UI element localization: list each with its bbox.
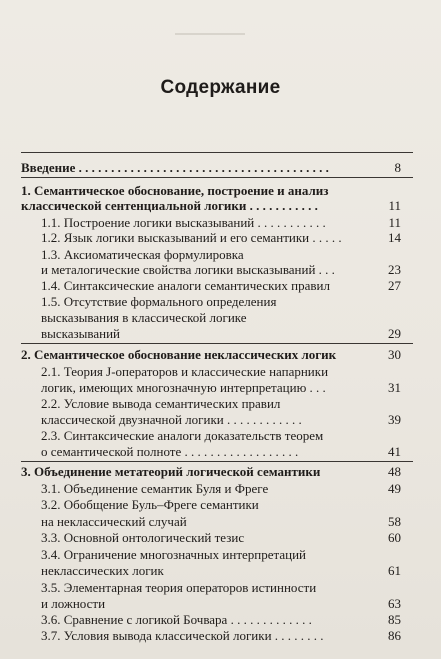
toc-entry-label: 1.1. Построение логики высказываний . . . . . . . . . . . — [41, 215, 326, 230]
section-divider — [21, 343, 413, 344]
toc-entry-label: классической сентенциальной логики . . . . . . . . . . . — [21, 198, 318, 213]
toc-entry-label: 2.2. Условие вывода семантических правил — [41, 396, 281, 411]
toc-entry-label: 3. Объединение метатеорий логической семантики — [21, 464, 321, 479]
toc-entry-page: 49 — [388, 481, 401, 496]
toc-entry-page: 8 — [394, 160, 401, 175]
toc-entry-label: высказываний — [41, 326, 121, 341]
toc-entry-label: 3.4. Ограничение многозначных интерпретаций — [41, 547, 306, 562]
toc-entry-page: 86 — [388, 628, 401, 643]
toc-entry-page: 23 — [388, 262, 401, 277]
toc-entry-label: 2.1. Теория J-операторов и классические напарники — [41, 364, 329, 379]
toc-entry-label: и металогические свойства логики высказываний . . . — [41, 262, 335, 277]
toc-entry-page: 41 — [388, 444, 401, 459]
toc-entry-label: о семантической полноте . . . . . . . . . . . . . . . . . . — [41, 444, 299, 459]
toc-entry-page: 60 — [388, 530, 401, 545]
toc-entry-page: 14 — [388, 230, 401, 245]
toc-entry-label: 3.2. Обобщение Буль–Фреге семантики — [41, 497, 259, 512]
page-title: Содержание — [160, 77, 281, 98]
toc-entry-page: 11 — [388, 215, 401, 230]
toc-entry-label: и ложности — [41, 596, 106, 611]
toc-entry-label: 3.6. Сравнение с логикой Бочвара . . . . . . . . . . . . . — [41, 612, 312, 627]
toc-entry-page: 11 — [388, 198, 401, 213]
section-divider — [21, 461, 413, 462]
toc-entry-label: 3.5. Элементарная теория операторов истинности — [41, 580, 317, 595]
toc-entry-label: 2.3. Синтаксические аналоги доказательств теорем — [41, 428, 324, 443]
toc-entry-page: 31 — [388, 380, 401, 395]
toc-entry-label: Введение . . . . . . . . . . . . . . . . . . . . . . . . . . . . . . . . . . . . . . . — [21, 160, 329, 175]
toc-entry-page: 63 — [388, 596, 401, 611]
toc-entry-page: 29 — [388, 326, 401, 341]
toc-entry-label: 1.2. Язык логики высказываний и его семантики . . . . . — [41, 230, 342, 245]
toc-entry-label: 3.1. Объединение семантик Буля и Фреге — [41, 481, 269, 496]
toc-entry-label: 3.3. Основной онтологический тезис — [41, 530, 245, 545]
toc-entry-label: на неклассический случай — [41, 514, 187, 529]
toc-entry-page: 48 — [388, 464, 401, 479]
toc-entry-page: 85 — [388, 612, 401, 627]
toc-entry-label: 1.3. Аксиоматическая формулировка — [41, 247, 244, 262]
toc-entry-page: 27 — [388, 278, 401, 293]
toc-entry-label: 1. Семантическое обоснование, построение и анализ — [21, 183, 329, 198]
toc-entry-page: 58 — [388, 514, 401, 529]
section-divider — [21, 177, 413, 178]
toc-entry-label: 1.5. Отсутствие формального определения — [41, 294, 277, 309]
toc-entry-label: логик, имеющих многозначную интерпретацию . . . — [41, 380, 326, 395]
toc-entry-label: высказывания в классической логике — [41, 310, 247, 325]
toc-entry-label: неклассических логик — [41, 563, 164, 578]
toc-entry-page: 39 — [388, 412, 401, 427]
toc-entry-label: классической двузначной логики . . . . . . . . . . . . — [41, 412, 302, 427]
toc-entry-label: 1.4. Синтаксические аналоги семантических правил — [41, 278, 330, 293]
toc-entry-label: 2. Семантическое обоснование неклассических логик — [21, 347, 337, 362]
section-divider — [21, 152, 413, 153]
bleed-through-mark — [175, 33, 245, 35]
toc-entry-page: 30 — [388, 347, 401, 362]
toc-entry-label: 3.7. Условия вывода классической логики . . . . . . . . — [41, 628, 324, 643]
toc-entry-page: 61 — [388, 563, 401, 578]
